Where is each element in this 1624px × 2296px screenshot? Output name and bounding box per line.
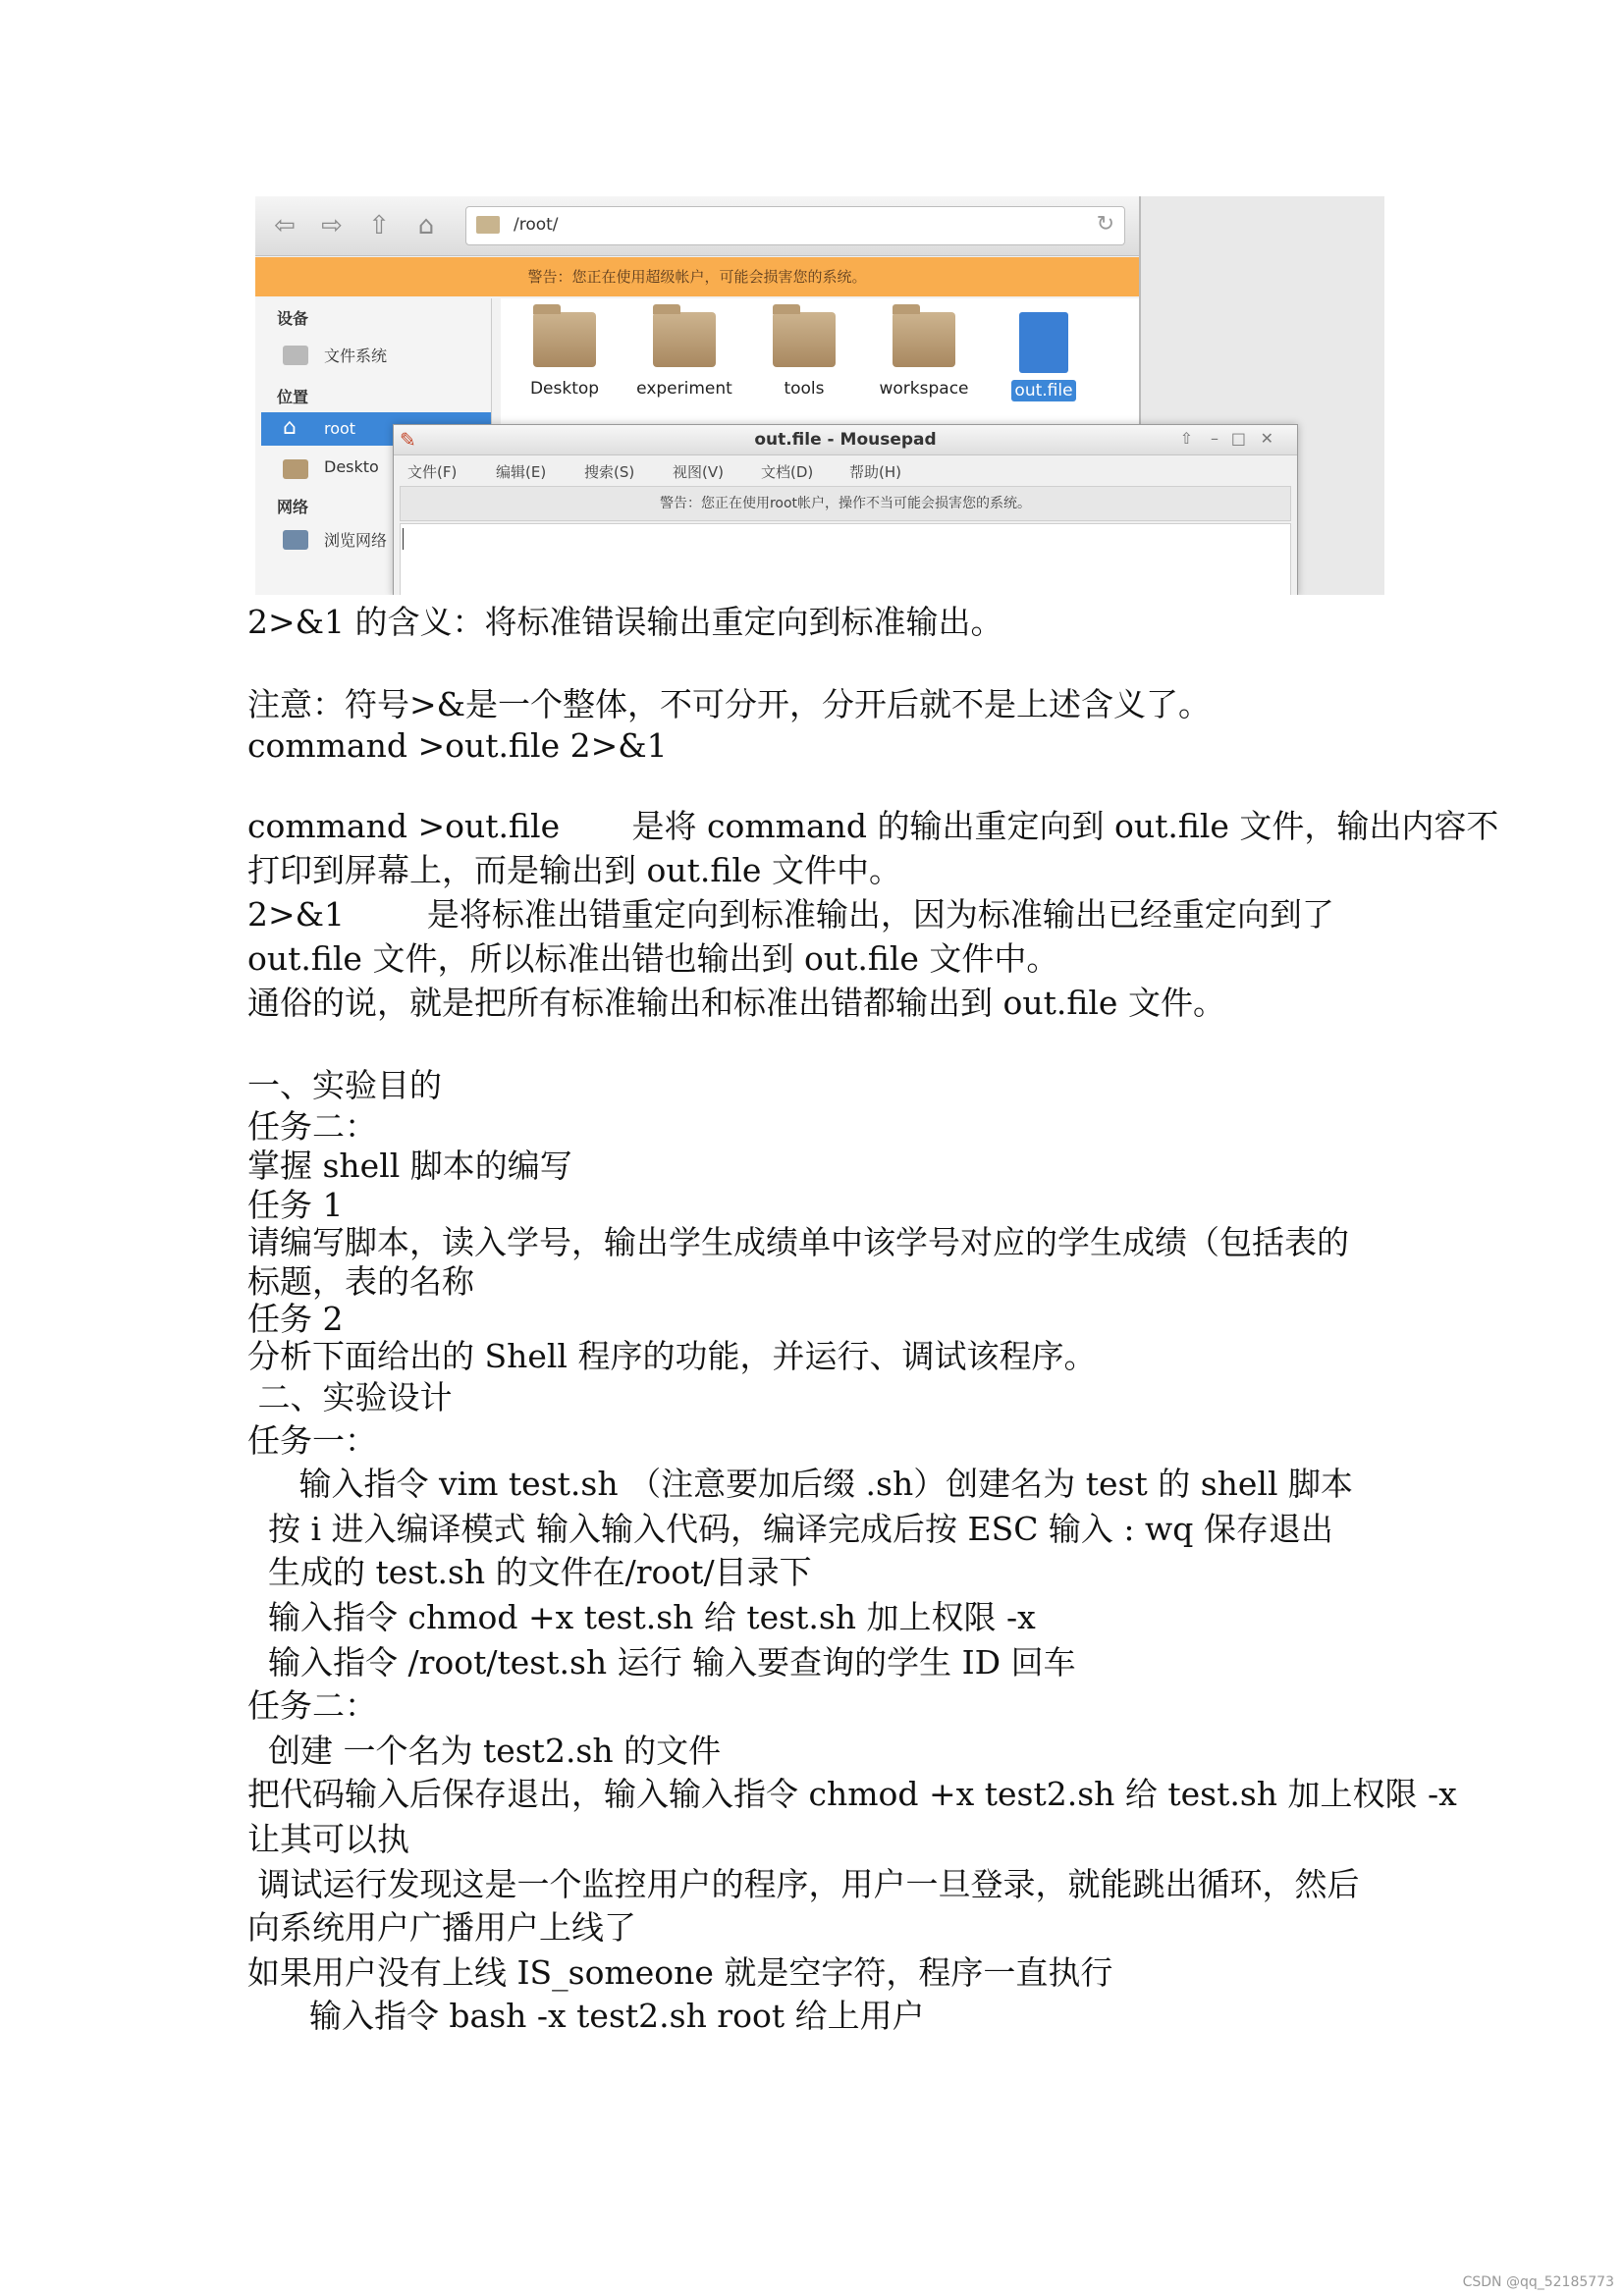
- file-item[interactable]: [507, 312, 623, 399]
- up-icon[interactable]: ⇧: [368, 211, 390, 240]
- text-line: 掌握 shell 脚本的编写: [247, 1147, 572, 1185]
- file-item[interactable]: [626, 312, 742, 399]
- watermark: CSDN @qq_52185773: [1462, 2274, 1614, 2290]
- menu-help[interactable]: 帮助(H): [849, 463, 901, 481]
- text-line: 让其可以执: [247, 1820, 409, 1858]
- sidebar-heading-devices: 设备: [277, 309, 309, 328]
- sidebar-item-label: root: [324, 419, 356, 438]
- sidebar-item-filesystem[interactable]: 文件系统: [324, 347, 388, 365]
- root-warning: 警告：您正在使用root帐户，操作不当可能会损害您的系统。: [400, 486, 1291, 521]
- text-line: 输入指令 bash -x test2.sh root 给上用户: [247, 1997, 925, 2035]
- forward-icon[interactable]: ⇨: [321, 211, 343, 240]
- text-line: 向系统用户广播用户上线了: [247, 1908, 636, 1947]
- folder-icon: [653, 312, 716, 367]
- text-line: 注意：符号>&是一个整体，不可分开，分开后就不是上述含义了。: [247, 685, 1212, 723]
- file-item[interactable]: [746, 312, 862, 399]
- menu-file[interactable]: 文件(F): [407, 463, 458, 481]
- text-line: 通俗的说，就是把所有标准输出和标准出错都输出到 out.file 文件。: [247, 984, 1225, 1022]
- text-line: command >out.file 是将 command 的输出重定向到 out.file 文件，输出内容不: [247, 807, 1499, 845]
- folder-icon: [283, 459, 308, 479]
- text-line: 任务 1: [247, 1186, 344, 1224]
- file-label: workspace: [879, 379, 969, 399]
- file-manager-toolbar: [255, 196, 1139, 256]
- file-icon: [1019, 312, 1068, 373]
- text-line: 调试运行发现这是一个监控用户的程序，用户一旦登录，就能跳出循环，然后: [247, 1865, 1360, 1903]
- sidebar-heading-network: 网络: [277, 498, 309, 516]
- menu-edit[interactable]: 编辑(E): [496, 463, 547, 481]
- text-line: 把代码输入后保存退出，输入输入指令 chmod +x test2.sh 给 test.sh 加上权限 -x: [247, 1775, 1457, 1813]
- text-line: 任务一：: [247, 1421, 377, 1460]
- address-path: /root/: [514, 215, 559, 235]
- text-line: out.file 文件，所以标准出错也输出到 out.file 文件中。: [247, 939, 1059, 978]
- file-item-selected[interactable]: [986, 312, 1102, 400]
- text-line: 2>&1 是将标准出错重定向到标准输出，因为标准输出已经重定向到了: [247, 895, 1334, 934]
- text-line: 标题，表的名称: [247, 1262, 474, 1301]
- minimize-icon[interactable]: –: [1211, 429, 1218, 448]
- back-icon[interactable]: ⇦: [274, 211, 296, 240]
- text-line: 生成的 test.sh 的文件在/root/目录下: [247, 1553, 812, 1591]
- text-editor-area[interactable]: [400, 523, 1291, 595]
- window-title: out.file - Mousepad: [754, 430, 937, 450]
- drive-icon: [283, 346, 308, 365]
- text-line: 如果用户没有上线 IS_someone 就是空字符，程序一直执行: [247, 1953, 1113, 1992]
- menu-document[interactable]: 文档(D): [761, 463, 814, 481]
- sidebar-item-browse-network[interactable]: 浏览网络: [324, 531, 388, 550]
- text-caret: [403, 528, 404, 550]
- network-icon: [283, 530, 308, 550]
- home-icon: ⌂: [283, 415, 297, 440]
- menu-view[interactable]: 视图(V): [673, 463, 724, 481]
- text-line: 任务二：: [247, 1107, 377, 1146]
- text-line: 任务 2: [247, 1300, 344, 1338]
- file-label: experiment: [636, 379, 732, 399]
- file-label: out.file: [1011, 380, 1075, 401]
- reload-icon[interactable]: ↻: [1096, 212, 1114, 237]
- sidebar-item-desktop[interactable]: Deskto: [324, 457, 379, 476]
- menu-search[interactable]: 搜索(S): [584, 463, 635, 481]
- folder-icon: [893, 312, 955, 367]
- text-line: 输入指令 vim test.sh （注意要加后缀 .sh）创建名为 test 的 shell 脚本: [247, 1465, 1354, 1503]
- mousepad-titlebar: [394, 425, 1297, 455]
- folder-icon: [533, 312, 596, 367]
- text-line: 分析下面给出的 Shell 程序的功能，并运行、调试该程序。: [247, 1337, 1097, 1375]
- menu-bar: [394, 455, 1297, 485]
- file-label: tools: [784, 379, 825, 399]
- text-line: 请编写脚本，读入学号，输出学生成绩单中该学号对应的学生成绩（包括表的: [247, 1223, 1349, 1261]
- sidebar-heading-places: 位置: [277, 388, 309, 406]
- file-item[interactable]: [866, 312, 982, 399]
- folder-icon: [773, 312, 836, 367]
- superuser-warning: 警告：您正在使用超级帐户，可能会损害您的系统。: [255, 257, 1139, 296]
- text-line: 输入指令 /root/test.sh 运行 输入要查询的学生 ID 回车: [247, 1643, 1076, 1682]
- text-line: 创建 一个名为 test2.sh 的文件: [247, 1732, 722, 1770]
- section-heading: 一、实验目的: [247, 1066, 442, 1104]
- file-label: Desktop: [529, 379, 600, 399]
- address-bar[interactable]: [465, 206, 1125, 245]
- pin-icon[interactable]: ⇧: [1179, 429, 1193, 448]
- home-icon[interactable]: ⌂: [417, 211, 435, 240]
- section-heading: 二、实验设计: [247, 1378, 453, 1416]
- screenshot-figure: [255, 196, 1384, 595]
- text-line: 2>&1 的含义：将标准错误输出重定向到标准输出。: [247, 603, 1003, 641]
- text-line: 打印到屏幕上，而是输出到 out.file 文件中。: [247, 851, 901, 889]
- text-line: 输入指令 chmod +x test.sh 给 test.sh 加上权限 -x: [247, 1598, 1036, 1636]
- close-icon[interactable]: ✕: [1260, 429, 1273, 448]
- mousepad-app-icon: ✎: [400, 428, 416, 452]
- folder-icon: [476, 216, 500, 234]
- text-line: 按 i 进入编译模式 输入输入代码，编译完成后按 ESC 输入 : wq 保存退出: [247, 1510, 1333, 1548]
- mousepad-window: [393, 424, 1298, 595]
- maximize-icon[interactable]: □: [1230, 429, 1246, 448]
- text-line: command >out.file 2>&1: [247, 726, 668, 765]
- text-line: 任务二：: [247, 1686, 377, 1725]
